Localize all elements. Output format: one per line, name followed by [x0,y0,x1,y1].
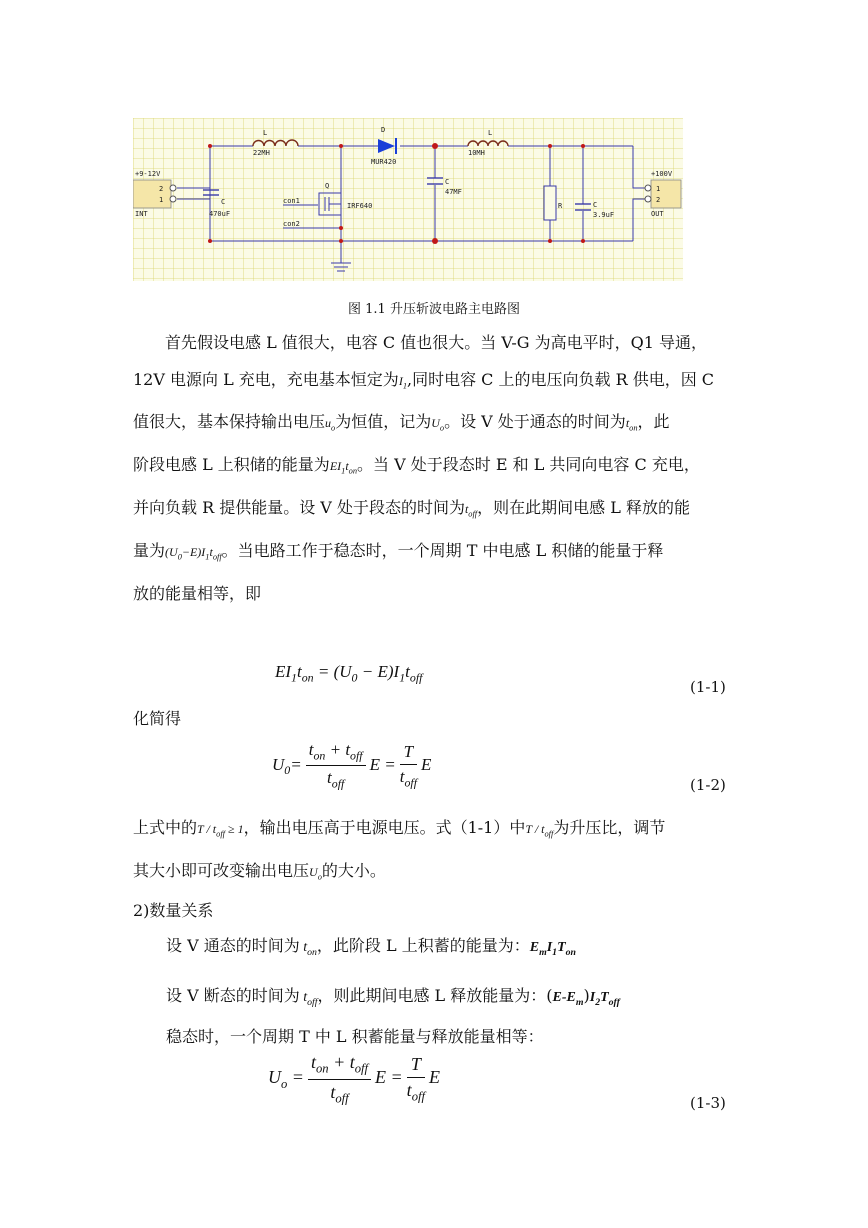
p1-line-2: 12V 电源向 L 充电，充电基本恒定为$I_1$,同时电容 C 上的电压向负载 R 供电，因 C [133,369,715,390]
figure-caption: 图 1.1 升压斩波电路主电路图 [348,302,520,317]
p1-line-3: 值很大，基本保持输出电压$u_o$为恒值，记为$U_o$。设 V 处于通态的时间为$t_{on}$，此 [133,412,670,433]
equation-1-1-number: (1-1) [690,678,726,696]
circuit-diagram [133,118,683,281]
label-input-pin1: 1 [159,196,164,204]
p2-line-2: 其大小即可改变输出电压$U_o$的大小。 [133,860,386,882]
label-output-name: OUT [651,210,664,218]
label-input-name: INT [135,210,148,218]
equation-1-3: $U_o$ = $\frac{t_{on} + t_{off}}{t_{off}}$ E = $\frac{T}{t_{off}}$ E [268,1052,440,1106]
section-title: 2)数量关系 [133,901,214,920]
label-c2-value: 47MF [445,188,462,196]
label-d-value: MUR420 [371,158,397,166]
sentence-steady-state: 稳态时，一个周期 T 中 L 积蓄能量与释放能量相等： [166,1027,544,1046]
label-output-pin1: 1 [656,185,661,193]
p1-line-5: 并向负载 R 提供能量。设 V 处于段态的时间为$t_{off}$，则在此期间电感 L 释放的能 [133,498,690,519]
label-q-value: IRF640 [347,202,373,210]
label-output-pin2: 2 [656,196,661,204]
label-output-voltage: +100V [651,170,673,178]
equation-1-1: $EI_1t_{on} = (U_0 - E)I_1t_{off}$ [275,662,423,685]
label-c3-value: 3.9uF [593,211,615,219]
label-input-voltage: +9-12V [135,170,161,178]
paragraph-2 [133,810,740,896]
label-con2: con2 [283,220,300,228]
label-l2-value: 10MH [468,149,485,157]
label-c3: C [593,201,598,209]
label-c1-value: 470uF [209,210,231,218]
paragraph-1 [133,325,740,612]
label-c2: C [445,178,450,186]
sentence-off-state: 设 V 断态的时间为 $t_{off}$，则此期间电感 L 释放能量为：$(E-E_m)I_2T_{off}$ [166,986,620,1008]
sentence-on-state: 设 V 通态的时间为 $t_{on}$，此阶段 L 上积蓄的能量为：$E_mI_1T_{on}$ [166,936,576,958]
equation-1-3-number: (1-3) [690,1094,726,1112]
equation-1-2-number: (1-2) [690,776,726,794]
p1-line-4: 阶段电感 L 上积储的能量为$EI_1t_{on}$。当 V 处于段态时 E 和 L 共同向电容 C 充电， [133,455,700,476]
label-l1-value: 22MH [253,149,270,157]
label-c1: C [221,198,226,206]
label-input-pin2: 2 [159,185,164,193]
label-l2: L [488,129,493,137]
p2-line-1: 上式中的$T / t_{off} \ge 1$，输出电压高于电源电压。式（1-1）中T / $t_{off}$为升压比，调节 [133,818,666,839]
p1-line-7: 放的能量相等，即 [133,583,262,603]
p1-line-6: 量为$(U_0-E)I_1t_{off}$。当电路工作于稳态时，一个周期 T 中电感 L 积储的能量于释 [133,541,664,562]
label-r: R [558,202,563,210]
label-d: D [381,126,386,134]
label-q: Q [325,182,330,190]
text-simplify: 化简得 [133,709,182,728]
equation-1-2: $U_0=$ $\frac{t_{on} + t_{off}}{t_{off}}$ E = $\frac{T}{t_{off}}$ E [272,740,432,791]
label-con1: con1 [283,197,300,205]
label-l1: L [263,129,268,137]
p1-line-1: 首先假设电感 L 值很大，电容 C 值也很大。当 V-G 为高电平时，Q1 导通， [165,333,708,352]
